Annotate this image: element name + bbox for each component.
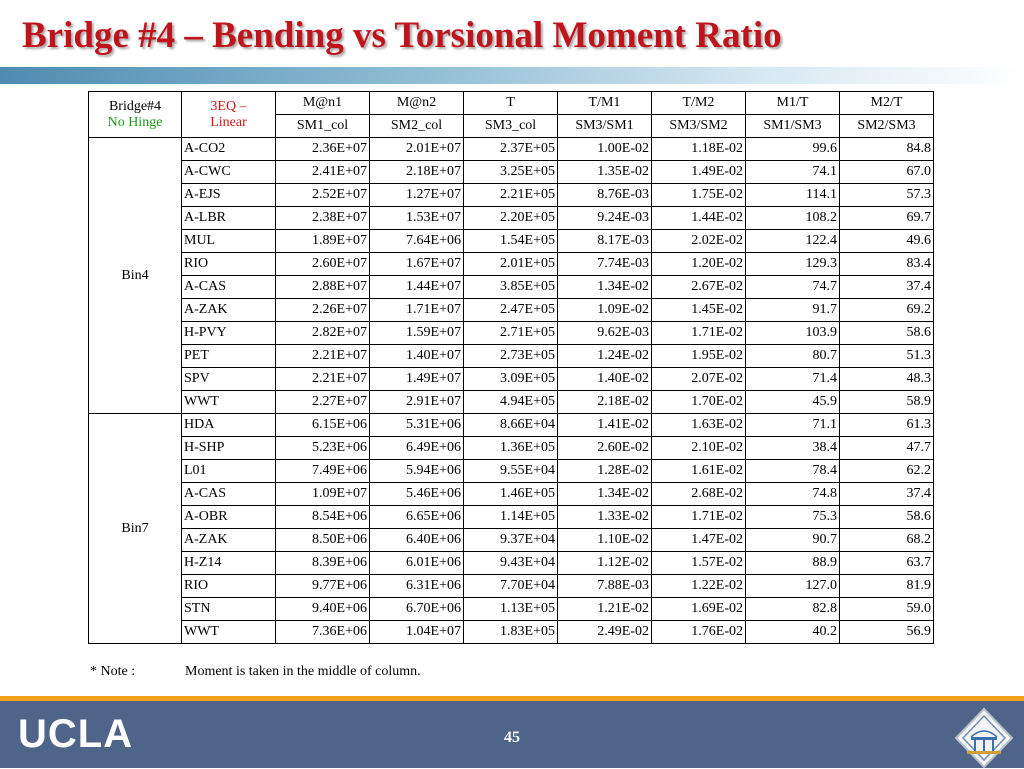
record-name-cell: A-CAS — [182, 276, 276, 299]
record-name-cell: HDA — [182, 414, 276, 437]
value-cell: 5.94E+06 — [370, 460, 464, 483]
value-cell: 63.7 — [840, 552, 934, 575]
value-cell: 122.4 — [746, 230, 840, 253]
table-row — [89, 322, 934, 345]
table-row — [89, 253, 934, 276]
table-row — [89, 483, 934, 506]
value-cell: 1.04E+07 — [370, 621, 464, 644]
value-cell: 91.7 — [746, 299, 840, 322]
value-cell: 2.47E+05 — [464, 299, 558, 322]
value-cell: 1.40E-02 — [558, 368, 652, 391]
value-cell: 2.27E+07 — [276, 391, 370, 414]
value-cell: 80.7 — [746, 345, 840, 368]
value-cell: 5.31E+06 — [370, 414, 464, 437]
value-cell: 62.2 — [840, 460, 934, 483]
record-name-cell: MUL — [182, 230, 276, 253]
value-cell: 38.4 — [746, 437, 840, 460]
value-cell: 37.4 — [840, 483, 934, 506]
value-cell: 83.4 — [840, 253, 934, 276]
value-cell: 1.59E+07 — [370, 322, 464, 345]
value-cell: 1.71E-02 — [652, 506, 746, 529]
column-header: M@n1 — [276, 92, 370, 115]
column-header: T/M1 — [558, 92, 652, 115]
value-cell: 8.17E-03 — [558, 230, 652, 253]
value-cell: 75.3 — [746, 506, 840, 529]
column-subheader: SM3/SM2 — [652, 115, 746, 138]
record-name-cell: H-Z14 — [182, 552, 276, 575]
value-cell: 2.01E+05 — [464, 253, 558, 276]
column-subheader: SM1/SM3 — [746, 115, 840, 138]
value-cell: 2.36E+07 — [276, 138, 370, 161]
record-name-cell: A-EJS — [182, 184, 276, 207]
value-cell: 6.40E+06 — [370, 529, 464, 552]
value-cell: 81.9 — [840, 575, 934, 598]
value-cell: 2.21E+07 — [276, 345, 370, 368]
value-cell: 1.44E+07 — [370, 276, 464, 299]
table-row — [89, 161, 934, 184]
value-cell: 2.07E-02 — [652, 368, 746, 391]
note-label: * Note : — [90, 664, 136, 679]
table-row — [89, 299, 934, 322]
value-cell: 1.33E-02 — [558, 506, 652, 529]
value-cell: 2.91E+07 — [370, 391, 464, 414]
record-name-cell: A-CO2 — [182, 138, 276, 161]
value-cell: 1.28E-02 — [558, 460, 652, 483]
record-name-cell: RIO — [182, 253, 276, 276]
value-cell: 2.20E+05 — [464, 207, 558, 230]
value-cell: 1.00E-02 — [558, 138, 652, 161]
title-underline-bar — [0, 67, 1024, 84]
value-cell: 69.2 — [840, 299, 934, 322]
table-row — [89, 575, 934, 598]
value-cell: 68.2 — [840, 529, 934, 552]
value-cell: 1.13E+05 — [464, 598, 558, 621]
value-cell: 2.18E+07 — [370, 161, 464, 184]
value-cell: 1.46E+05 — [464, 483, 558, 506]
eq-label-line1: 3EQ – — [210, 98, 247, 114]
value-cell: 49.6 — [840, 230, 934, 253]
record-name-cell: L01 — [182, 460, 276, 483]
value-cell: 1.54E+05 — [464, 230, 558, 253]
value-cell: 6.65E+06 — [370, 506, 464, 529]
hinge-label: No Hinge — [107, 114, 163, 130]
value-cell: 9.55E+04 — [464, 460, 558, 483]
value-cell: 1.49E+07 — [370, 368, 464, 391]
value-cell: 7.64E+06 — [370, 230, 464, 253]
note-text: Moment is taken in the middle of column. — [185, 664, 421, 679]
column-subheader: SM3_col — [464, 115, 558, 138]
page-number: 45 — [504, 729, 520, 746]
value-cell: 8.66E+04 — [464, 414, 558, 437]
value-cell: 1.14E+05 — [464, 506, 558, 529]
column-subheader: SM2/SM3 — [840, 115, 934, 138]
value-cell: 9.43E+04 — [464, 552, 558, 575]
value-cell: 7.36E+06 — [276, 621, 370, 644]
value-cell: 2.01E+07 — [370, 138, 464, 161]
column-subheader: SM2_col — [370, 115, 464, 138]
table-row — [89, 529, 934, 552]
record-name-cell: A-ZAK — [182, 299, 276, 322]
value-cell: 2.60E-02 — [558, 437, 652, 460]
corner-bridge-cell — [89, 92, 182, 138]
value-cell: 9.40E+06 — [276, 598, 370, 621]
value-cell: 2.21E+05 — [464, 184, 558, 207]
value-cell: 1.83E+05 — [464, 621, 558, 644]
table-row — [89, 391, 934, 414]
value-cell: 8.50E+06 — [276, 529, 370, 552]
unr-seal-icon — [953, 707, 1015, 769]
value-cell: 2.52E+07 — [276, 184, 370, 207]
bin-label: Bin4 — [89, 138, 182, 414]
value-cell: 59.0 — [840, 598, 934, 621]
table-row — [89, 506, 934, 529]
value-cell: 1.20E-02 — [652, 253, 746, 276]
value-cell: 58.6 — [840, 322, 934, 345]
record-name-cell: PET — [182, 345, 276, 368]
column-subheader: SM1_col — [276, 115, 370, 138]
value-cell: 6.70E+06 — [370, 598, 464, 621]
table-row — [89, 460, 934, 483]
value-cell: 7.70E+04 — [464, 575, 558, 598]
value-cell: 58.6 — [840, 506, 934, 529]
column-header: T — [464, 92, 558, 115]
value-cell: 82.8 — [746, 598, 840, 621]
slide-title: Bridge #4 – Bending vs Torsional Moment Ratio — [22, 15, 782, 56]
column-header: T/M2 — [652, 92, 746, 115]
record-name-cell: SPV — [182, 368, 276, 391]
table-row — [89, 414, 934, 437]
table-row — [89, 276, 934, 299]
value-cell: 1.63E-02 — [652, 414, 746, 437]
record-name-cell: WWT — [182, 391, 276, 414]
value-cell: 90.7 — [746, 529, 840, 552]
value-cell: 1.47E-02 — [652, 529, 746, 552]
value-cell: 67.0 — [840, 161, 934, 184]
value-cell: 57.3 — [840, 184, 934, 207]
value-cell: 1.34E-02 — [558, 276, 652, 299]
value-cell: 1.57E-02 — [652, 552, 746, 575]
value-cell: 1.71E+07 — [370, 299, 464, 322]
column-subheader: SM3/SM1 — [558, 115, 652, 138]
eq-label-line2: Linear — [210, 114, 247, 130]
value-cell: 7.49E+06 — [276, 460, 370, 483]
record-name-cell: WWT — [182, 621, 276, 644]
value-cell: 2.41E+07 — [276, 161, 370, 184]
value-cell: 108.2 — [746, 207, 840, 230]
value-cell: 74.7 — [746, 276, 840, 299]
value-cell: 2.71E+05 — [464, 322, 558, 345]
record-name-cell: A-OBR — [182, 506, 276, 529]
value-cell: 74.1 — [746, 161, 840, 184]
value-cell: 56.9 — [840, 621, 934, 644]
value-cell: 69.7 — [840, 207, 934, 230]
value-cell: 1.71E-02 — [652, 322, 746, 345]
column-header: M2/T — [840, 92, 934, 115]
value-cell: 9.77E+06 — [276, 575, 370, 598]
record-name-cell: H-SHP — [182, 437, 276, 460]
value-cell: 1.67E+07 — [370, 253, 464, 276]
bin-label: Bin7 — [89, 414, 182, 644]
value-cell: 6.01E+06 — [370, 552, 464, 575]
corner-eq-cell — [182, 92, 276, 138]
table-row — [89, 368, 934, 391]
record-name-cell: STN — [182, 598, 276, 621]
value-cell: 71.4 — [746, 368, 840, 391]
value-cell: 2.67E-02 — [652, 276, 746, 299]
value-cell: 3.09E+05 — [464, 368, 558, 391]
value-cell: 1.27E+07 — [370, 184, 464, 207]
value-cell: 1.12E-02 — [558, 552, 652, 575]
value-cell: 1.69E-02 — [652, 598, 746, 621]
value-cell: 2.18E-02 — [558, 391, 652, 414]
moment-ratio-table — [88, 91, 934, 644]
value-cell: 45.9 — [746, 391, 840, 414]
value-cell: 1.89E+07 — [276, 230, 370, 253]
value-cell: 2.10E-02 — [652, 437, 746, 460]
value-cell: 4.94E+05 — [464, 391, 558, 414]
value-cell: 1.18E-02 — [652, 138, 746, 161]
value-cell: 51.3 — [840, 345, 934, 368]
value-cell: 2.73E+05 — [464, 345, 558, 368]
value-cell: 2.21E+07 — [276, 368, 370, 391]
value-cell: 1.45E-02 — [652, 299, 746, 322]
value-cell: 1.95E-02 — [652, 345, 746, 368]
value-cell: 9.37E+04 — [464, 529, 558, 552]
value-cell: 8.39E+06 — [276, 552, 370, 575]
value-cell: 1.22E-02 — [652, 575, 746, 598]
value-cell: 5.23E+06 — [276, 437, 370, 460]
value-cell: 1.09E+07 — [276, 483, 370, 506]
record-name-cell: A-ZAK — [182, 529, 276, 552]
column-header: M1/T — [746, 92, 840, 115]
value-cell: 6.49E+06 — [370, 437, 464, 460]
value-cell: 58.9 — [840, 391, 934, 414]
value-cell: 103.9 — [746, 322, 840, 345]
value-cell: 74.8 — [746, 483, 840, 506]
value-cell: 2.68E-02 — [652, 483, 746, 506]
value-cell: 129.3 — [746, 253, 840, 276]
value-cell: 1.70E-02 — [652, 391, 746, 414]
value-cell: 8.54E+06 — [276, 506, 370, 529]
value-cell: 114.1 — [746, 184, 840, 207]
value-cell: 37.4 — [840, 276, 934, 299]
value-cell: 99.6 — [746, 138, 840, 161]
value-cell: 71.1 — [746, 414, 840, 437]
value-cell: 2.82E+07 — [276, 322, 370, 345]
value-cell: 1.53E+07 — [370, 207, 464, 230]
value-cell: 1.21E-02 — [558, 598, 652, 621]
value-cell: 9.62E-03 — [558, 322, 652, 345]
value-cell: 61.3 — [840, 414, 934, 437]
value-cell: 40.2 — [746, 621, 840, 644]
table-row — [89, 230, 934, 253]
table-row — [89, 184, 934, 207]
value-cell: 2.26E+07 — [276, 299, 370, 322]
value-cell: 3.85E+05 — [464, 276, 558, 299]
column-header: M@n2 — [370, 92, 464, 115]
value-cell: 1.09E-02 — [558, 299, 652, 322]
value-cell: 78.4 — [746, 460, 840, 483]
table-row — [89, 138, 934, 161]
value-cell: 1.49E-02 — [652, 161, 746, 184]
value-cell: 1.76E-02 — [652, 621, 746, 644]
header-row — [89, 92, 934, 115]
value-cell: 6.31E+06 — [370, 575, 464, 598]
table-row — [89, 345, 934, 368]
table-row — [89, 207, 934, 230]
value-cell: 3.25E+05 — [464, 161, 558, 184]
footer-bar — [0, 696, 1024, 768]
bridge-label: Bridge#4 — [108, 98, 162, 114]
value-cell: 47.7 — [840, 437, 934, 460]
value-cell: 88.9 — [746, 552, 840, 575]
value-cell: 7.74E-03 — [558, 253, 652, 276]
value-cell: 1.36E+05 — [464, 437, 558, 460]
value-cell: 5.46E+06 — [370, 483, 464, 506]
value-cell: 2.88E+07 — [276, 276, 370, 299]
value-cell: 1.24E-02 — [558, 345, 652, 368]
record-name-cell: H-PVY — [182, 322, 276, 345]
table-row — [89, 552, 934, 575]
value-cell: 6.15E+06 — [276, 414, 370, 437]
value-cell: 1.61E-02 — [652, 460, 746, 483]
value-cell: 2.38E+07 — [276, 207, 370, 230]
record-name-cell: RIO — [182, 575, 276, 598]
value-cell: 1.41E-02 — [558, 414, 652, 437]
value-cell: 1.34E-02 — [558, 483, 652, 506]
value-cell: 7.88E-03 — [558, 575, 652, 598]
value-cell: 9.24E-03 — [558, 207, 652, 230]
ucla-logo: UCLA — [18, 712, 134, 756]
record-name-cell: A-CWC — [182, 161, 276, 184]
record-name-cell: A-CAS — [182, 483, 276, 506]
value-cell: 84.8 — [840, 138, 934, 161]
table-row — [89, 621, 934, 644]
value-cell: 2.02E-02 — [652, 230, 746, 253]
value-cell: 2.49E-02 — [558, 621, 652, 644]
value-cell: 2.37E+05 — [464, 138, 558, 161]
value-cell: 1.10E-02 — [558, 529, 652, 552]
value-cell: 127.0 — [746, 575, 840, 598]
table-row — [89, 437, 934, 460]
table-row — [89, 598, 934, 621]
value-cell: 1.40E+07 — [370, 345, 464, 368]
value-cell: 8.76E-03 — [558, 184, 652, 207]
value-cell: 2.60E+07 — [276, 253, 370, 276]
value-cell: 1.75E-02 — [652, 184, 746, 207]
value-cell: 1.44E-02 — [652, 207, 746, 230]
value-cell: 1.35E-02 — [558, 161, 652, 184]
value-cell: 48.3 — [840, 368, 934, 391]
record-name-cell: A-LBR — [182, 207, 276, 230]
